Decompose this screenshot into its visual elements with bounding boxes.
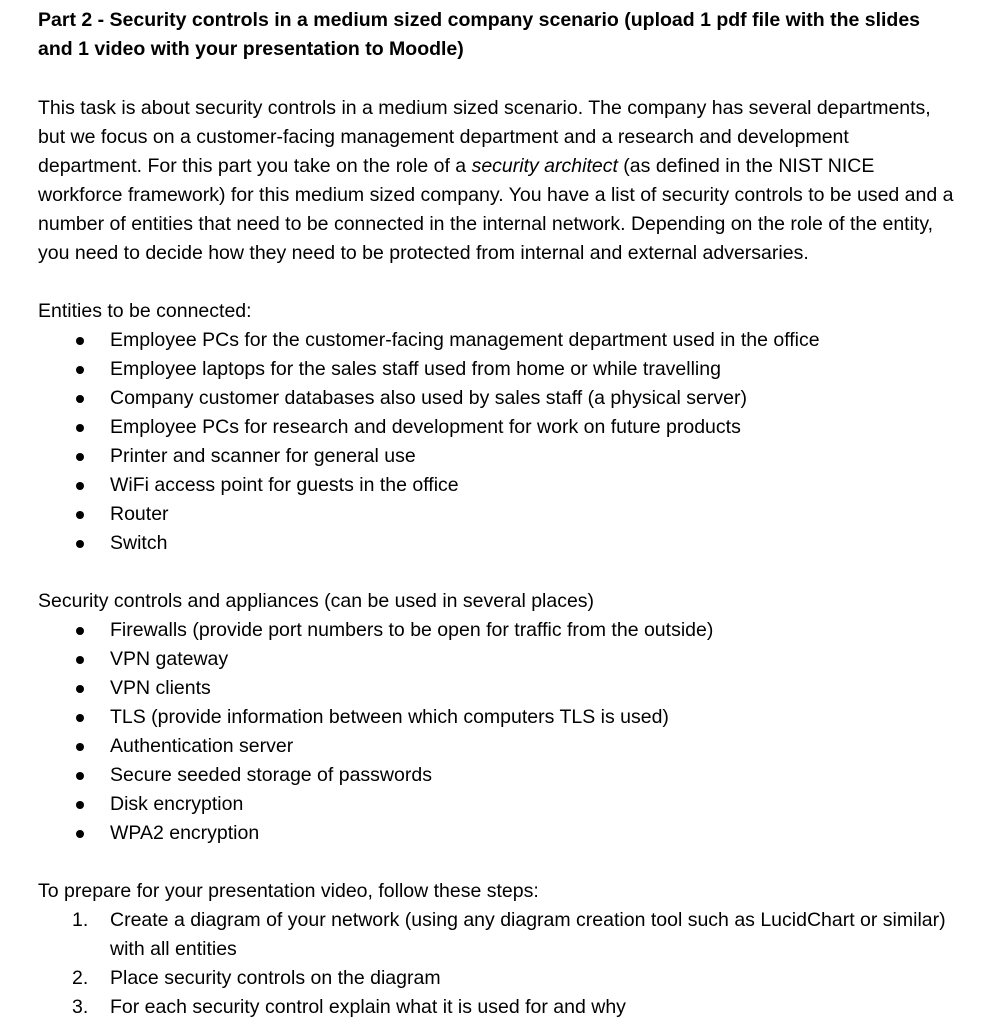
- list-item: VPN gateway: [38, 645, 958, 674]
- entities-label: Entities to be connected:: [38, 300, 252, 322]
- list-item: WiFi access point for guests in the office: [38, 471, 958, 500]
- bullet-icon: [76, 830, 84, 838]
- list-item: Employee laptops for the sales staff used from home or while travelling: [38, 355, 958, 384]
- list-item: Disk encryption: [38, 790, 958, 819]
- bullet-icon: [76, 453, 84, 461]
- list-item: Company customer databases also used by sales staff (a physical server): [38, 384, 958, 413]
- bullet-icon: [76, 540, 84, 548]
- step-number: 3.: [72, 996, 89, 1018]
- list-item: 1. Create a diagram of your network (using any diagram creation tool such as LucidChart or similar) with all entities: [38, 906, 958, 964]
- list-item: Router: [38, 500, 958, 529]
- entities-list: [38, 326, 958, 558]
- steps-list: [38, 906, 958, 1022]
- intro-paragraph: [38, 94, 958, 268]
- list-item: Firewalls (provide port numbers to be open for traffic from the outside): [38, 616, 958, 645]
- bullet-icon: [76, 743, 84, 751]
- bullet-icon: [76, 627, 84, 635]
- bullet-icon: [76, 395, 84, 403]
- bullet-icon: [76, 366, 84, 374]
- controls-label: Security controls and appliances (can be used in several places): [38, 590, 595, 612]
- steps-label: To prepare for your presentation video, follow these steps:: [38, 880, 539, 902]
- intro-text-after: (as defined in the NIST NICE workforce framework) for this medium sized company. You have a list of security controls to be used and a number of entities that need to be connected in the internal network. Depending on the role of the entity, you need to decide how they need to be protected from internal and external adversaries.: [38, 155, 954, 264]
- list-item: VPN clients: [38, 674, 958, 703]
- part-heading: Part 2 - Security controls in a medium sized company scenario (upload 1 pdf file with the slides and 1 video with your presentation to Moodle): [38, 9, 921, 60]
- list-item: WPA2 encryption: [38, 819, 958, 848]
- bullet-icon: [76, 482, 84, 490]
- step-number: 1.: [72, 909, 89, 931]
- step-number: 2.: [72, 967, 89, 989]
- list-item: Employee PCs for research and development for work on future products: [38, 413, 958, 442]
- bullet-icon: [76, 772, 84, 780]
- bullet-icon: [76, 714, 84, 722]
- list-item: Authentication server: [38, 732, 958, 761]
- bullet-icon: [76, 801, 84, 809]
- controls-list: [38, 616, 958, 848]
- intro-text-before: This task is about security controls in a medium sized scenario. The company has several departments, but we focus on a customer-facing management department and a research and development department. For this part you take on the role of a: [38, 97, 931, 177]
- list-item: Printer and scanner for general use: [38, 442, 958, 471]
- bullet-icon: [76, 656, 84, 664]
- intro-role: security architect: [471, 155, 618, 177]
- document-page: [38, 6, 958, 1022]
- list-item: 2. Place security controls on the diagram: [38, 964, 958, 993]
- list-item: 3. For each security control explain what it is used for and why: [38, 993, 958, 1022]
- list-item: Switch: [38, 529, 958, 558]
- bullet-icon: [76, 511, 84, 519]
- bullet-icon: [76, 337, 84, 345]
- list-item: Secure seeded storage of passwords: [38, 761, 958, 790]
- list-item: TLS (provide information between which computers TLS is used): [38, 703, 958, 732]
- bullet-icon: [76, 424, 84, 432]
- list-item: Employee PCs for the customer-facing management department used in the office: [38, 326, 958, 355]
- bullet-icon: [76, 685, 84, 693]
